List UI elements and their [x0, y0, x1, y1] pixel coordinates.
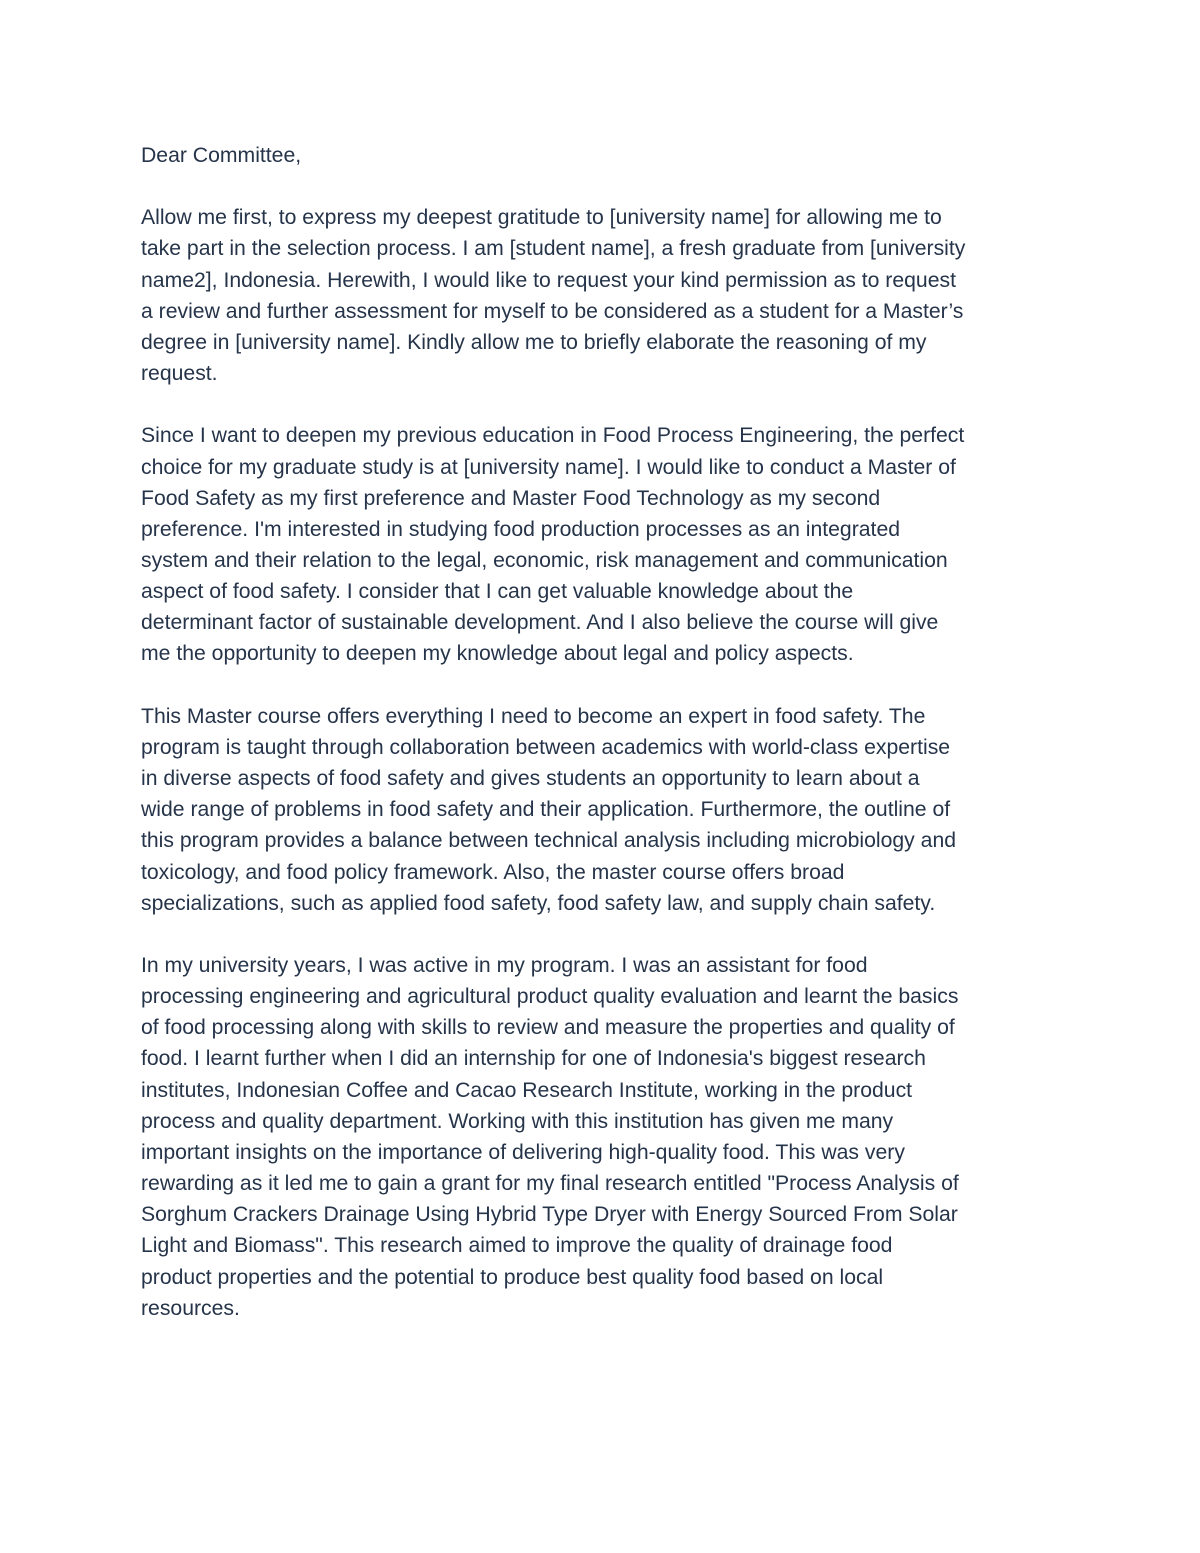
text-line: system and their relation to the legal, economic, risk management and communication: [141, 549, 948, 572]
text-line: in diverse aspects of food safety and gives students an opportunity to learn about a: [141, 767, 920, 791]
text-line: In my university years, I was active in my program. I was an assistant for food: [141, 954, 868, 977]
salutation: Dear Committee,: [141, 144, 302, 167]
paragraph-motivation: [141, 420, 1081, 669]
text-line: me the opportunity to deepen my knowledge about legal and policy aspects.: [141, 642, 854, 666]
paragraph-experience: [141, 950, 1081, 1324]
text-line: important insights on the importance of delivering high-quality food. This was very: [141, 1140, 905, 1164]
text-line: Allow me first, to express my deepest gratitude to [university name] for allowing me to: [141, 206, 942, 230]
text-line: wide range of problems in food safety and their application. Furthermore, the outline of: [141, 798, 951, 822]
letter-body: [141, 140, 1081, 1355]
text-line: degree in [university name]. Kindly allow me to briefly elaborate the reasoning of my: [141, 330, 927, 354]
text-line: take part in the selection process. I am [student name], a fresh graduate from [university: [141, 237, 966, 261]
text-line: a review and further assessment for myself to be considered as a student for a Master’s: [141, 299, 964, 323]
text-line: This Master course offers everything I need to become an expert in food safety. The: [141, 704, 926, 728]
text-line: preference. I'm interested in studying food production processes as an integrated: [141, 517, 901, 541]
text-line: Since I want to deepen my previous education in Food Process Engineering, the perfect: [141, 424, 965, 448]
paragraph-intro: [141, 202, 1081, 389]
text-line: Light and Biomass". This research aimed to improve the quality of drainage food: [141, 1234, 893, 1258]
text-line: name2], Indonesia. Herewith, I would like to request your kind permission as to request: [141, 268, 956, 292]
text-line: toxicology, and food policy framework. Also, the master course offers broad: [141, 860, 845, 884]
text-line: specializations, such as applied food safety, food safety law, and supply chain safety.: [141, 891, 936, 915]
text-line: determinant factor of sustainable development. And I also believe the course will give: [141, 611, 939, 635]
text-line: Food Safety as my first preference and Master Food Technology as my second: [141, 486, 881, 510]
text-line: product properties and the potential to produce best quality food based on local: [141, 1265, 884, 1289]
text-line: rewarding as it led me to gain a grant for my final research entitled "Process Analysis of: [141, 1172, 959, 1196]
text-line: process and quality department. Working with this institution has given me many: [141, 1109, 894, 1133]
text-line: of food processing along with skills to review and measure the properties and quality of: [141, 1016, 955, 1040]
text-line: Sorghum Crackers Drainage Using Hybrid Type Dryer with Energy Sourced From Solar: [141, 1203, 958, 1227]
text-line: institutes, Indonesian Coffee and Cacao Research Institute, working in the product: [141, 1078, 913, 1102]
text-line: this program provides a balance between technical analysis including microbiology and: [141, 829, 957, 853]
text-line: food. I learnt further when I did an internship for one of Indonesia's biggest research: [141, 1047, 926, 1071]
text-line: choice for my graduate study is at [university name]. I would like to conduct a Master of: [141, 455, 956, 479]
paragraph-course: [141, 701, 1081, 919]
text-line: program is taught through collaboration between academics with world-class expertise: [141, 735, 951, 759]
text-line: aspect of food safety. I consider that I can get valuable knowledge about the: [141, 580, 854, 604]
text-line: processing engineering and agricultural product quality evaluation and learnt the basics: [141, 985, 959, 1009]
text-line: request.: [141, 362, 218, 386]
text-line: resources.: [141, 1296, 240, 1320]
